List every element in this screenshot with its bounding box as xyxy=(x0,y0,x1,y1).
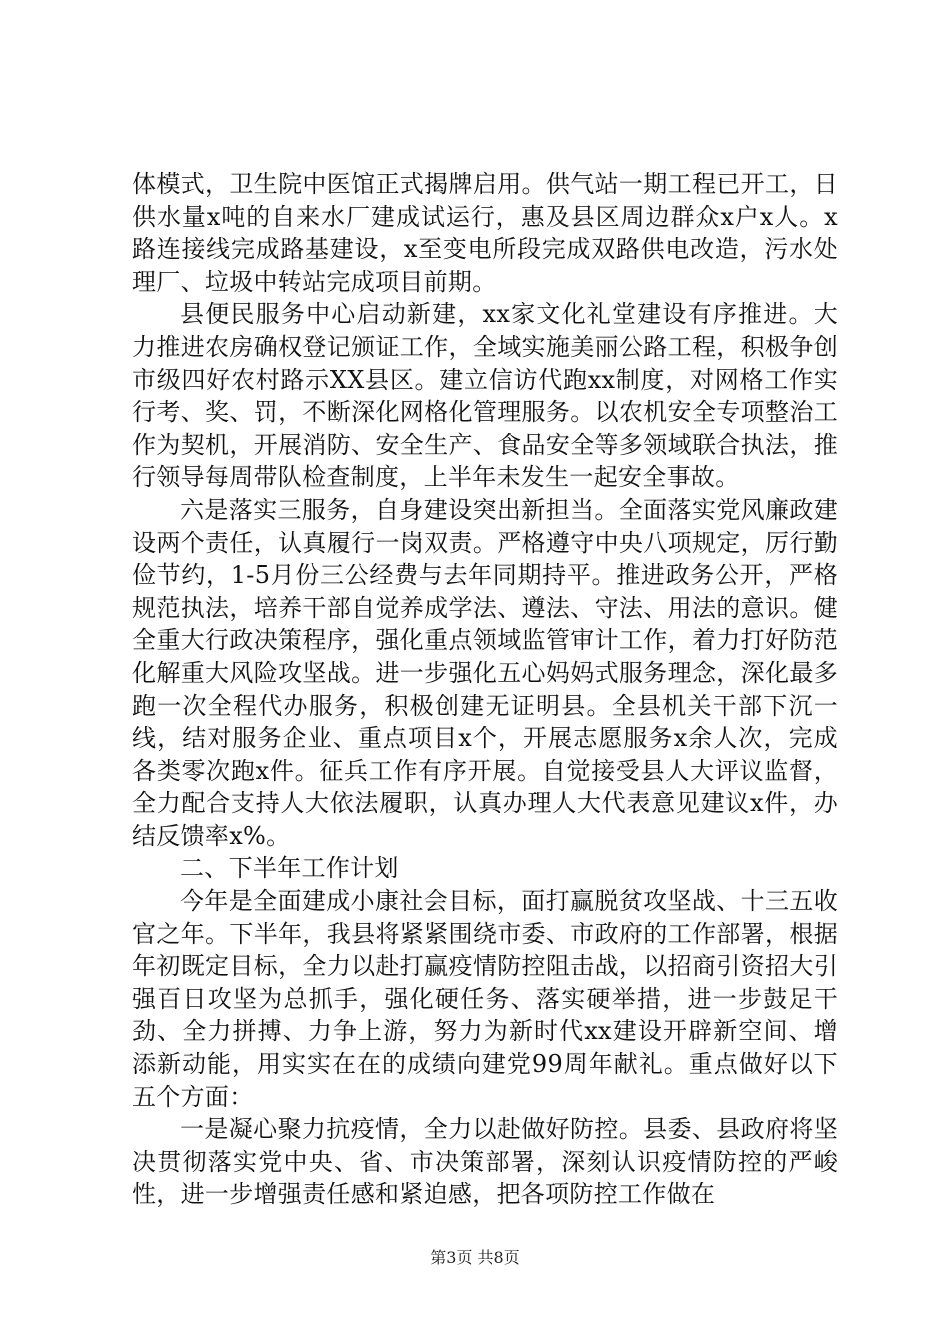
paragraph-three-services: 六是落实三服务，自身建设突出新担当。全面落实党风廉政建设两个责任，认真履行一岗双责。严格遵守中央八项规定，厉行勤俭节约，1-5月份三公经费与去年同期持平。推进政务公开，严格规范执法，培养干部自觉养成学法、遵法、守法、用法的意识。健全重大行政决策程序，强化重点领域监管审计工作，着力打好防范化解重大风险攻坚战。进一步强化五心妈妈式服务理念，深化最多跑一次全程代办服务，积极创建无证明县。全县机关干部下沉一线，结对服务企业、重点项目x个，开展志愿服务x余人次，完成各类零次跑x件。征兵工作有序开展。自觉接受县人大评议监督，全力配合支持人大依法履职，认真办理人大代表意见建议x件，办结反馈率x%。 xyxy=(132,495,838,850)
paragraph-epidemic-control: 一是凝心聚力抗疫情，全力以赴做好防控。县委、县政府将坚决贯彻落实党中央、省、市决策部署，深刻认识疫情防控的严峻性，进一步增强责任感和紧迫感，把各项防控工作做在 xyxy=(132,1115,838,1209)
section-heading-second-half-plan: 二、下半年工作计划 xyxy=(180,854,399,883)
page-number-footer: 第3页 共8页 xyxy=(430,1248,520,1267)
document-body xyxy=(132,168,838,1211)
paragraph-service-center: 县便民服务中心启动新建，xx家文化礼堂建设有序推进。大力推进农房确权登记颁证工作，全域实施美丽公路工程，积极争创市级四好农村路示XX县区。建立信访代跑xx制度，对网格工作实行考、奖、罚，不断深化网格化管理服务。以农机安全专项整治工作为契机，开展消防、安全生产、食品安全等多领域联合执法，推行领导每周带队检查制度，上半年未发生一起安全事故。 xyxy=(132,300,838,492)
paragraph-annual-goals: 今年是全面建成小康社会目标，面打赢脱贫攻坚战、十三五收官之年。下半年，我县将紧紧围绕市委、市政府的工作部署，根据年初既定目标，全力以赴打赢疫情防控阻击战，以招商引资招大引强百日攻坚为总抓手，强化硬任务、落实硬举措，进一步鼓足干劲、全力拼搏、力争上游，努力为新时代xx建设开辟新空间、增添新动能，用实实在在的成绩向建党99周年献礼。重点做好以下五个方面： xyxy=(132,887,838,1111)
paragraph-continuation: 体模式，卫生院中医馆正式揭牌启用。供气站一期工程已开工，日供水量x吨的自来水厂建成试运行，惠及县区周边群众x户x人。x路连接线完成路基建设，x至变电所段完成双路供电改造，污水处理厂、垃圾中转站完成项目前期。 xyxy=(132,170,838,296)
